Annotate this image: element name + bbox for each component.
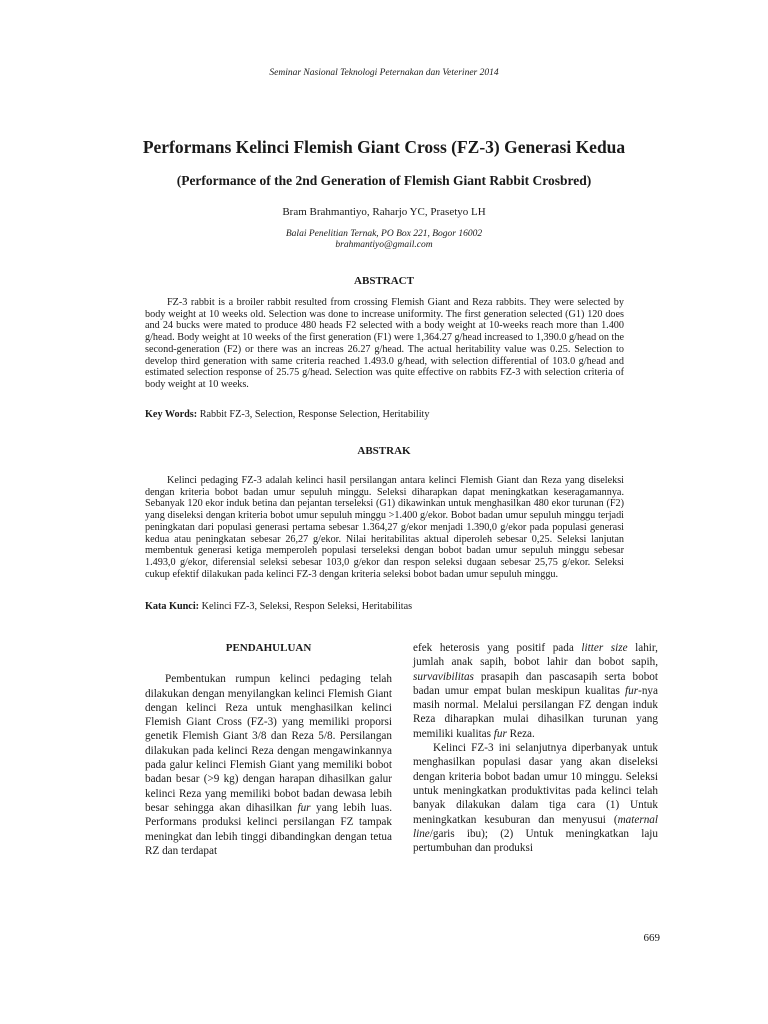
intro-paragraph-2: Kelinci FZ-3 ini selanjutnya diperbanyak untuk menghasilkan populasi dasar yang akan diseleksi dengan kriteria bobot badan umur 10 minggu. Seleksi untuk meningkatkan produktivitas pada kelinci telah banyak dilakukan dalam tiga cara (1) Untuk meningkatkan kesuburan dan menyusui (maternal line/garis ibu); (2) Untuk meningkatkan laju pertumbuhan dan produksi	[413, 742, 658, 855]
keywords-label: Key Words:	[145, 409, 198, 420]
intro-paragraph-continued: efek heterosis yang positif pada litter size lahir, jumlah anak sapih, bobot lahir dan bobot sapih, survavibilitas prasapih dan pascasapih serta bobot badan umur empat bulan meskipun kualitas fur-nya masih normal. Melalui persilangan FZ dengan induk Reza diharapkan mulai dihasilkan turunan yang memiliki kualitas fur Reza.	[413, 642, 658, 740]
kata-kunci-value: Kelinci FZ-3, Seleksi, Respon Seleksi, Heritabilitas	[199, 601, 413, 612]
paper-title: Performans Kelinci Flemish Giant Cross (FZ-3) Generasi Kedua	[142, 137, 626, 157]
intro-paragraph-1: Pembentukan rumpun kelinci pedaging telah dilakukan dengan menyilangkan kelinci Flemish Giant dengan kelinci Reza untuk menghasilkan kelinci Flemish Giant Cross (FZ-3) yang memiliki proporsi genetik Flemish Giant 3/8 dan Reza 5/8. Persilangan dilakukan pada kelinci Reza dengan mengawinkannya pada galur kelinci Flemish Giant yang memiliki bobot badan besar (>9 kg) dengan harapan dihasilkan galur kelinci Reza yang memiliki bobot badan dewasa lebih besar sehingga akan dihasilkan fur yang lebih luas. Performans produksi kelinci persilangan FZ tampak meningkat dan lebih tinggi dibandingkan dengan tetua RZ dan terdapat	[145, 673, 392, 857]
left-column	[145, 641, 392, 858]
abstract-text: FZ-3 rabbit is a broiler rabbit resulted from crossing Flemish Giant and Reza rabbits. They were selected by body weight at 10 weeks old. Selection was done to increase uniformity. The first generation selected (G1) 120 does and 24 bucks were mated to produce 480 heads F2 selected with a body weight at 10-weeks reach more than 1.400 g/head. Body weight at 10 weeks of the first generation (F1) were 1,364.27 g/head increased to 1,390.0 g/head on the second-generation (F2) or there was an increas 26.27 g/head. The actual heritability value was 0.25. Selection to develop third generation with same criteria reached 1.493.0 g/head, with selection differential of 103.0 g/head and estimated selection response of 25.75 g/head. Selection was quite effective on rabbits FZ-3 with selection criteria of body weight at 10 weeks.	[145, 297, 624, 390]
abstract-keywords	[145, 409, 624, 421]
intro-heading: PENDAHULUAN	[225, 642, 312, 654]
abstrak-heading: ABSTRAK	[357, 445, 411, 457]
keywords-value: Rabbit FZ-3, Selection, Response Selection, Heritability	[197, 409, 430, 420]
abstract-heading: ABSTRACT	[354, 275, 414, 287]
page-number: 669	[643, 932, 660, 944]
kata-kunci-label: Kata Kunci:	[145, 601, 200, 612]
affiliation-block	[0, 229, 768, 251]
right-column	[413, 641, 658, 855]
running-header: Seminar Nasional Teknologi Peternakan dan Veteriner 2014	[269, 68, 499, 78]
author-email: brahmantiyo@gmail.com	[335, 240, 433, 250]
author-list: Bram Brahmantiyo, Raharjo YC, Prasetyo LH	[282, 206, 486, 218]
abstrak-text: Kelinci pedaging FZ-3 adalah kelinci hasil persilangan antara kelinci Flemish Giant dan Reza yang diseleksi dengan kriteria bobot badan umur sepuluh minggu. Seleksi diharapkan dapat meningkatkan keseragamannya. Sebanyak 120 ekor induk betina dan pejantan terseleksi (G1) dikawinkan untuk menghasilkan 480 ekor turunan (F2) yang diseleksi dengan kriteria bobot umur sepuluh minggu >1.400 g/ekor. Bobot badan umur sepuluh minggu terjadi peningkatan dari populasi generasi pertama sebesar 1.364,27 g/ekor menjadi 1.390,0 g/ekor pada populasi generasi kedua atau peningkatan sebesar 26,27 g/ekor. Nilai heritabilitas aktual diperoleh sebesar 0,25. Seleksi lanjutan membentuk generasi ketiga memperoleh populasi terseleksi dengan bobot badan umur sepuluh minggu sebesar 1.493,0 g/ekor, diferensial seleksi sebesar 103,0 g/ekor dan respon seleksi dugaan sebesar 25,75 g/ekor. Seleksi cukup efektif dilakukan pada kelinci FZ-3 dengan kriteria seleksi bobot badan umur sepuluh minggu.	[145, 475, 624, 580]
paper-subtitle: (Performance of the 2nd Generation of Flemish Giant Rabbit Crosbred)	[176, 173, 592, 188]
abstrak-keywords	[145, 601, 624, 613]
affiliation: Balai Penelitian Ternak, PO Box 221, Bogor 16002	[285, 229, 483, 239]
